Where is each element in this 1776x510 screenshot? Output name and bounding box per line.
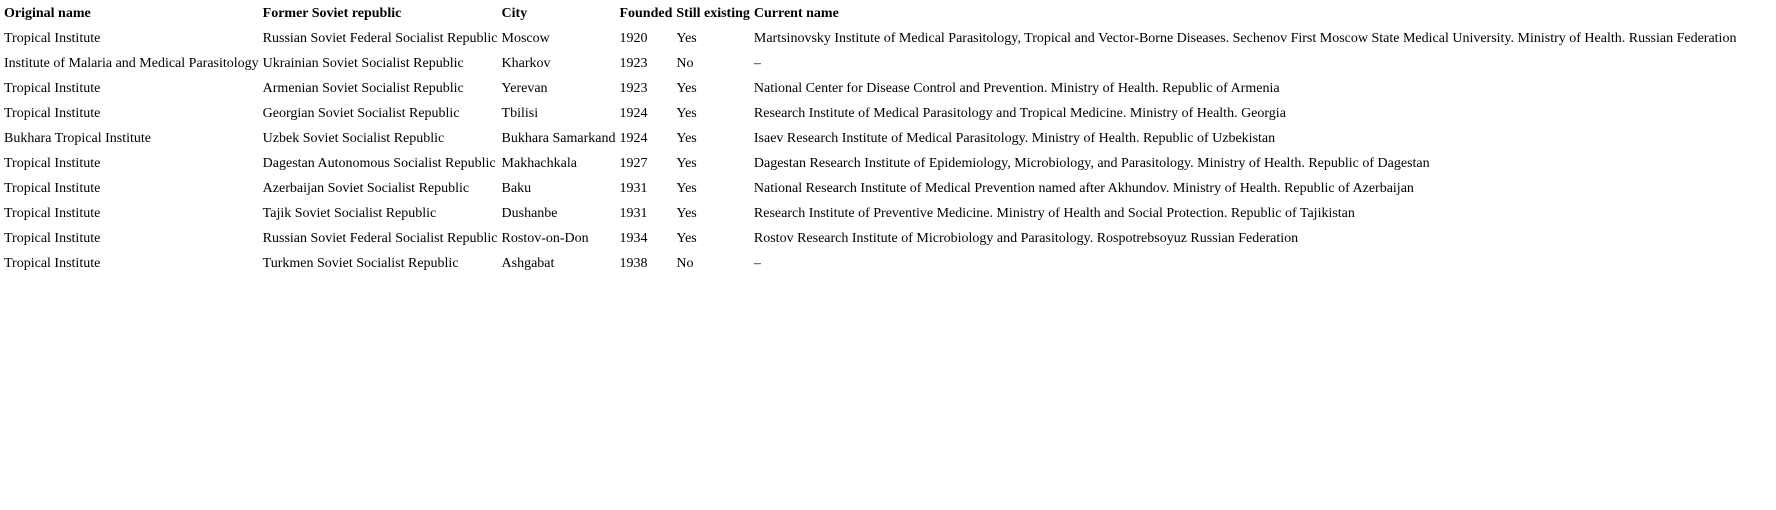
cell-former-soviet-republic: Georgian Soviet Socialist Republic (262, 105, 460, 121)
cell-original-name: Tropical Institute (4, 80, 101, 96)
cell-city: Yerevan (501, 80, 548, 96)
cell-founded: 1920 (619, 30, 648, 46)
cell-former-soviet-republic: Uzbek Soviet Socialist Republic (262, 130, 445, 146)
cell-city: Kharkov (501, 55, 551, 71)
cell-current-name: National Center for Disease Control and Prevention. Ministry of Health. Republic of Armenia (753, 80, 1280, 96)
header-city: City (501, 5, 528, 21)
cell-former-soviet-republic: Tajik Soviet Socialist Republic (262, 205, 437, 221)
cell-city: Tbilisi (501, 105, 539, 121)
cell-city: Rostov-on-Don (501, 230, 589, 246)
table-row (3, 227, 1737, 250)
cell-city: Bukhara Samarkand (501, 130, 616, 146)
cell-former-soviet-republic: Armenian Soviet Socialist Republic (262, 80, 464, 96)
cell-still-existing: Yes (676, 230, 697, 246)
table-body (3, 27, 1737, 275)
cell-still-existing: Yes (676, 180, 697, 196)
header-still-existing: Still existing (676, 5, 750, 21)
cell-still-existing: Yes (676, 205, 697, 221)
cell-former-soviet-republic: Azerbaijan Soviet Socialist Republic (262, 180, 470, 196)
cell-original-name: Tropical Institute (4, 30, 101, 46)
table-row (3, 27, 1737, 50)
table-row (3, 202, 1737, 225)
cell-original-name: Bukhara Tropical Institute (4, 130, 151, 146)
cell-city: Baku (501, 180, 532, 196)
cell-original-name: Tropical Institute (4, 205, 101, 221)
cell-original-name: Tropical Institute (4, 230, 101, 246)
cell-former-soviet-republic: Russian Soviet Federal Socialist Republic (262, 230, 498, 246)
cell-founded: 1924 (619, 130, 648, 146)
cell-original-name: Tropical Institute (4, 155, 101, 171)
cell-original-name: Tropical Institute (4, 105, 101, 121)
cell-founded: 1923 (619, 55, 648, 71)
cell-current-name: – (753, 55, 761, 71)
header-founded: Founded (619, 5, 673, 21)
cell-current-name: Research Institute of Preventive Medicine. Ministry of Health and Social Protection. Republic of Tajikistan (753, 205, 1355, 221)
header-row (3, 2, 1737, 25)
cell-founded: 1934 (619, 230, 648, 246)
cell-still-existing: No (676, 55, 694, 71)
cell-founded: 1938 (619, 255, 648, 271)
cell-still-existing: Yes (676, 130, 697, 146)
cell-former-soviet-republic: Russian Soviet Federal Socialist Republic (262, 30, 498, 46)
table-row (3, 102, 1737, 125)
cell-former-soviet-republic: Turkmen Soviet Socialist Republic (262, 255, 459, 271)
cell-founded: 1931 (619, 205, 648, 221)
cell-still-existing: Yes (676, 80, 697, 96)
table-row (3, 252, 1737, 275)
cell-current-name: Dagestan Research Institute of Epidemiology, Microbiology, and Parasitology. Ministry of Health. Republic of Dagestan (753, 155, 1430, 171)
cell-city: Moscow (501, 30, 550, 46)
cell-city: Dushanbe (501, 205, 558, 221)
institutes-table (1, 0, 1739, 277)
header-original-name: Original name (4, 5, 91, 21)
cell-current-name: Rostov Research Institute of Microbiology and Parasitology. Rospotrebsoyuz Russian Federation (753, 230, 1299, 246)
header-current-name: Current name (753, 5, 839, 21)
table-row (3, 52, 1737, 75)
cell-still-existing: Yes (676, 30, 697, 46)
cell-founded: 1924 (619, 105, 648, 121)
cell-city: Makhachkala (501, 155, 577, 171)
cell-current-name: Martsinovsky Institute of Medical Parasitology, Tropical and Vector-Borne Diseases. Sechenov First Moscow State Medical University. Ministry of Health. Russian Federation (753, 30, 1737, 46)
cell-former-soviet-republic: Dagestan Autonomous Socialist Republic (262, 155, 496, 171)
header-former-soviet-republic: Former Soviet republic (262, 5, 402, 21)
cell-original-name: Institute of Malaria and Medical Parasitology (4, 55, 259, 71)
table-row (3, 177, 1737, 200)
cell-still-existing: Yes (676, 105, 697, 121)
cell-original-name: Tropical Institute (4, 255, 101, 271)
cell-current-name: Research Institute of Medical Parasitology and Tropical Medicine. Ministry of Health. Georgia (753, 105, 1286, 121)
cell-founded: 1927 (619, 155, 648, 171)
cell-still-existing: Yes (676, 155, 697, 171)
table-header (3, 2, 1737, 25)
cell-former-soviet-republic: Ukrainian Soviet Socialist Republic (262, 55, 464, 71)
cell-current-name: Isaev Research Institute of Medical Parasitology. Ministry of Health. Republic of Uzbekistan (753, 130, 1276, 146)
cell-founded: 1923 (619, 80, 648, 96)
cell-city: Ashgabat (501, 255, 555, 271)
cell-original-name: Tropical Institute (4, 180, 101, 196)
cell-founded: 1931 (619, 180, 648, 196)
table-row (3, 77, 1737, 100)
cell-current-name: National Research Institute of Medical Prevention named after Akhundov. Ministry of Health. Republic of Azerbaijan (753, 180, 1414, 196)
table-row (3, 127, 1737, 150)
table-row (3, 152, 1737, 175)
cell-still-existing: No (676, 255, 694, 271)
cell-current-name: – (753, 255, 761, 271)
